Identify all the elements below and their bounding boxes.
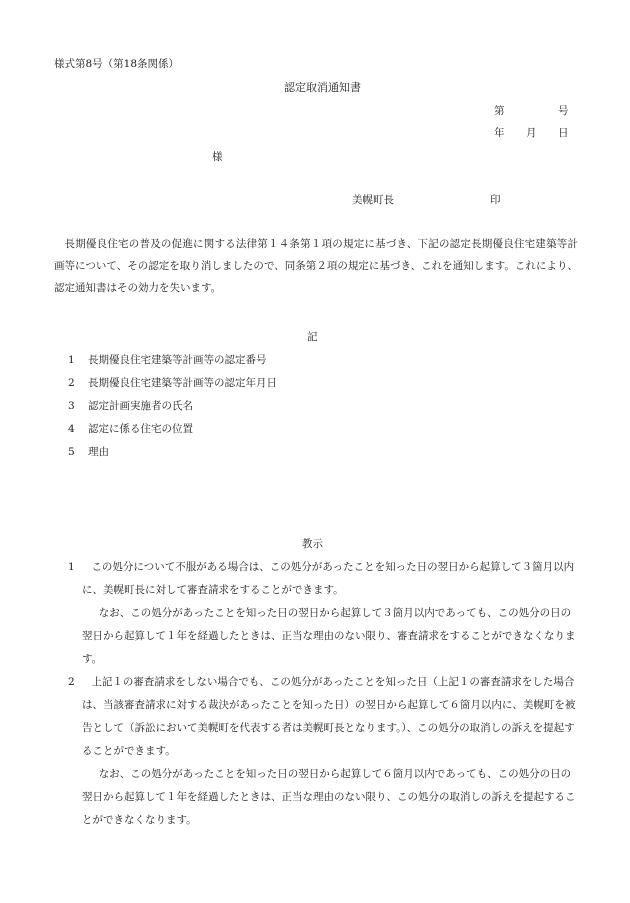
kyoji-item-note	[68, 763, 578, 832]
kyoji-item-text: 上記１の審査請求をしない場合でも、この処分があったことを知った日（上記１の審査請求をした場合は、当該審査請求に対する裁決があったことを知った日）の翌日から起算して６箇月以内に、美幌町を被告として（訴訟において美幌町を代表する者は美幌町長となります。）、この処分の取消しの訴えを提起することができます。	[82, 676, 576, 757]
kyoji-item-number: 2	[68, 676, 75, 688]
body-paragraph: 長期優良住宅の普及の促進に関する法律第１４条第１項の規定に基づき、下記の認定長期優良住宅建築等計画等について、その認定を取り消しましたので、同条第２項の規定に基づき、これを通知します。これにより、認定通知書はその効力を失います。	[54, 238, 578, 294]
kyoji-heading: 教示	[302, 538, 323, 550]
date-month: 月	[526, 127, 537, 139]
date-year: 年	[494, 127, 505, 139]
issuer-name: 美幌町長	[352, 194, 394, 206]
document-title: 認定取消通知書	[284, 81, 361, 94]
kyoji-note-text: なお、この処分があったことを知った日の翌日から起算して６箇月以内であっても、この処分の日の翌日から起算して１年を経過したときは、正当な理由のない限り、この処分の取消しの訴えを提起することができなくなります。	[82, 768, 576, 826]
kyoji-item	[68, 556, 578, 602]
kyoji-item-note	[68, 602, 578, 671]
ki-item-text: 認定計画実施者の氏名	[88, 400, 193, 412]
kyoji-item-number: 1	[68, 561, 75, 573]
ki-item-number: 5	[68, 446, 75, 458]
kyoji-item-text: この処分について不服がある場合は、この処分があったことを知った日の翌日から起算して３箇月以内に、美幌町長に対して審査請求をすることができます。	[82, 561, 575, 596]
ki-item-number: 2	[68, 377, 75, 389]
ki-item-text: 長期優良住宅建築等計画等の認定年月日	[88, 377, 277, 389]
date-day: 日	[558, 127, 569, 139]
ki-heading: 記	[307, 331, 318, 343]
kyoji-note-text: なお、この処分があったことを知った日の翌日から起算して３箇月以内であっても、この処分の日の翌日から起算して１年を経過したときは、正当な理由のない限り、審査請求をすることができなくなります。	[82, 607, 576, 665]
ki-item-number: 1	[68, 354, 75, 366]
ki-item-text: 認定に係る住宅の位置	[88, 423, 193, 435]
ki-item-text: 理由	[88, 446, 109, 458]
number-prefix: 第	[494, 105, 505, 117]
number-suffix: 号	[558, 105, 569, 117]
addressee-suffix: 様	[212, 151, 223, 163]
ki-item-text: 長期優良住宅建築等計画等の認定番号	[88, 354, 267, 366]
ki-item-number: 3	[68, 400, 75, 412]
ki-item-number: 4	[68, 423, 75, 435]
kyoji-item	[68, 671, 578, 763]
seal-mark: 印	[490, 194, 501, 206]
form-number: 様式第8号（第18条関係）	[54, 58, 180, 70]
